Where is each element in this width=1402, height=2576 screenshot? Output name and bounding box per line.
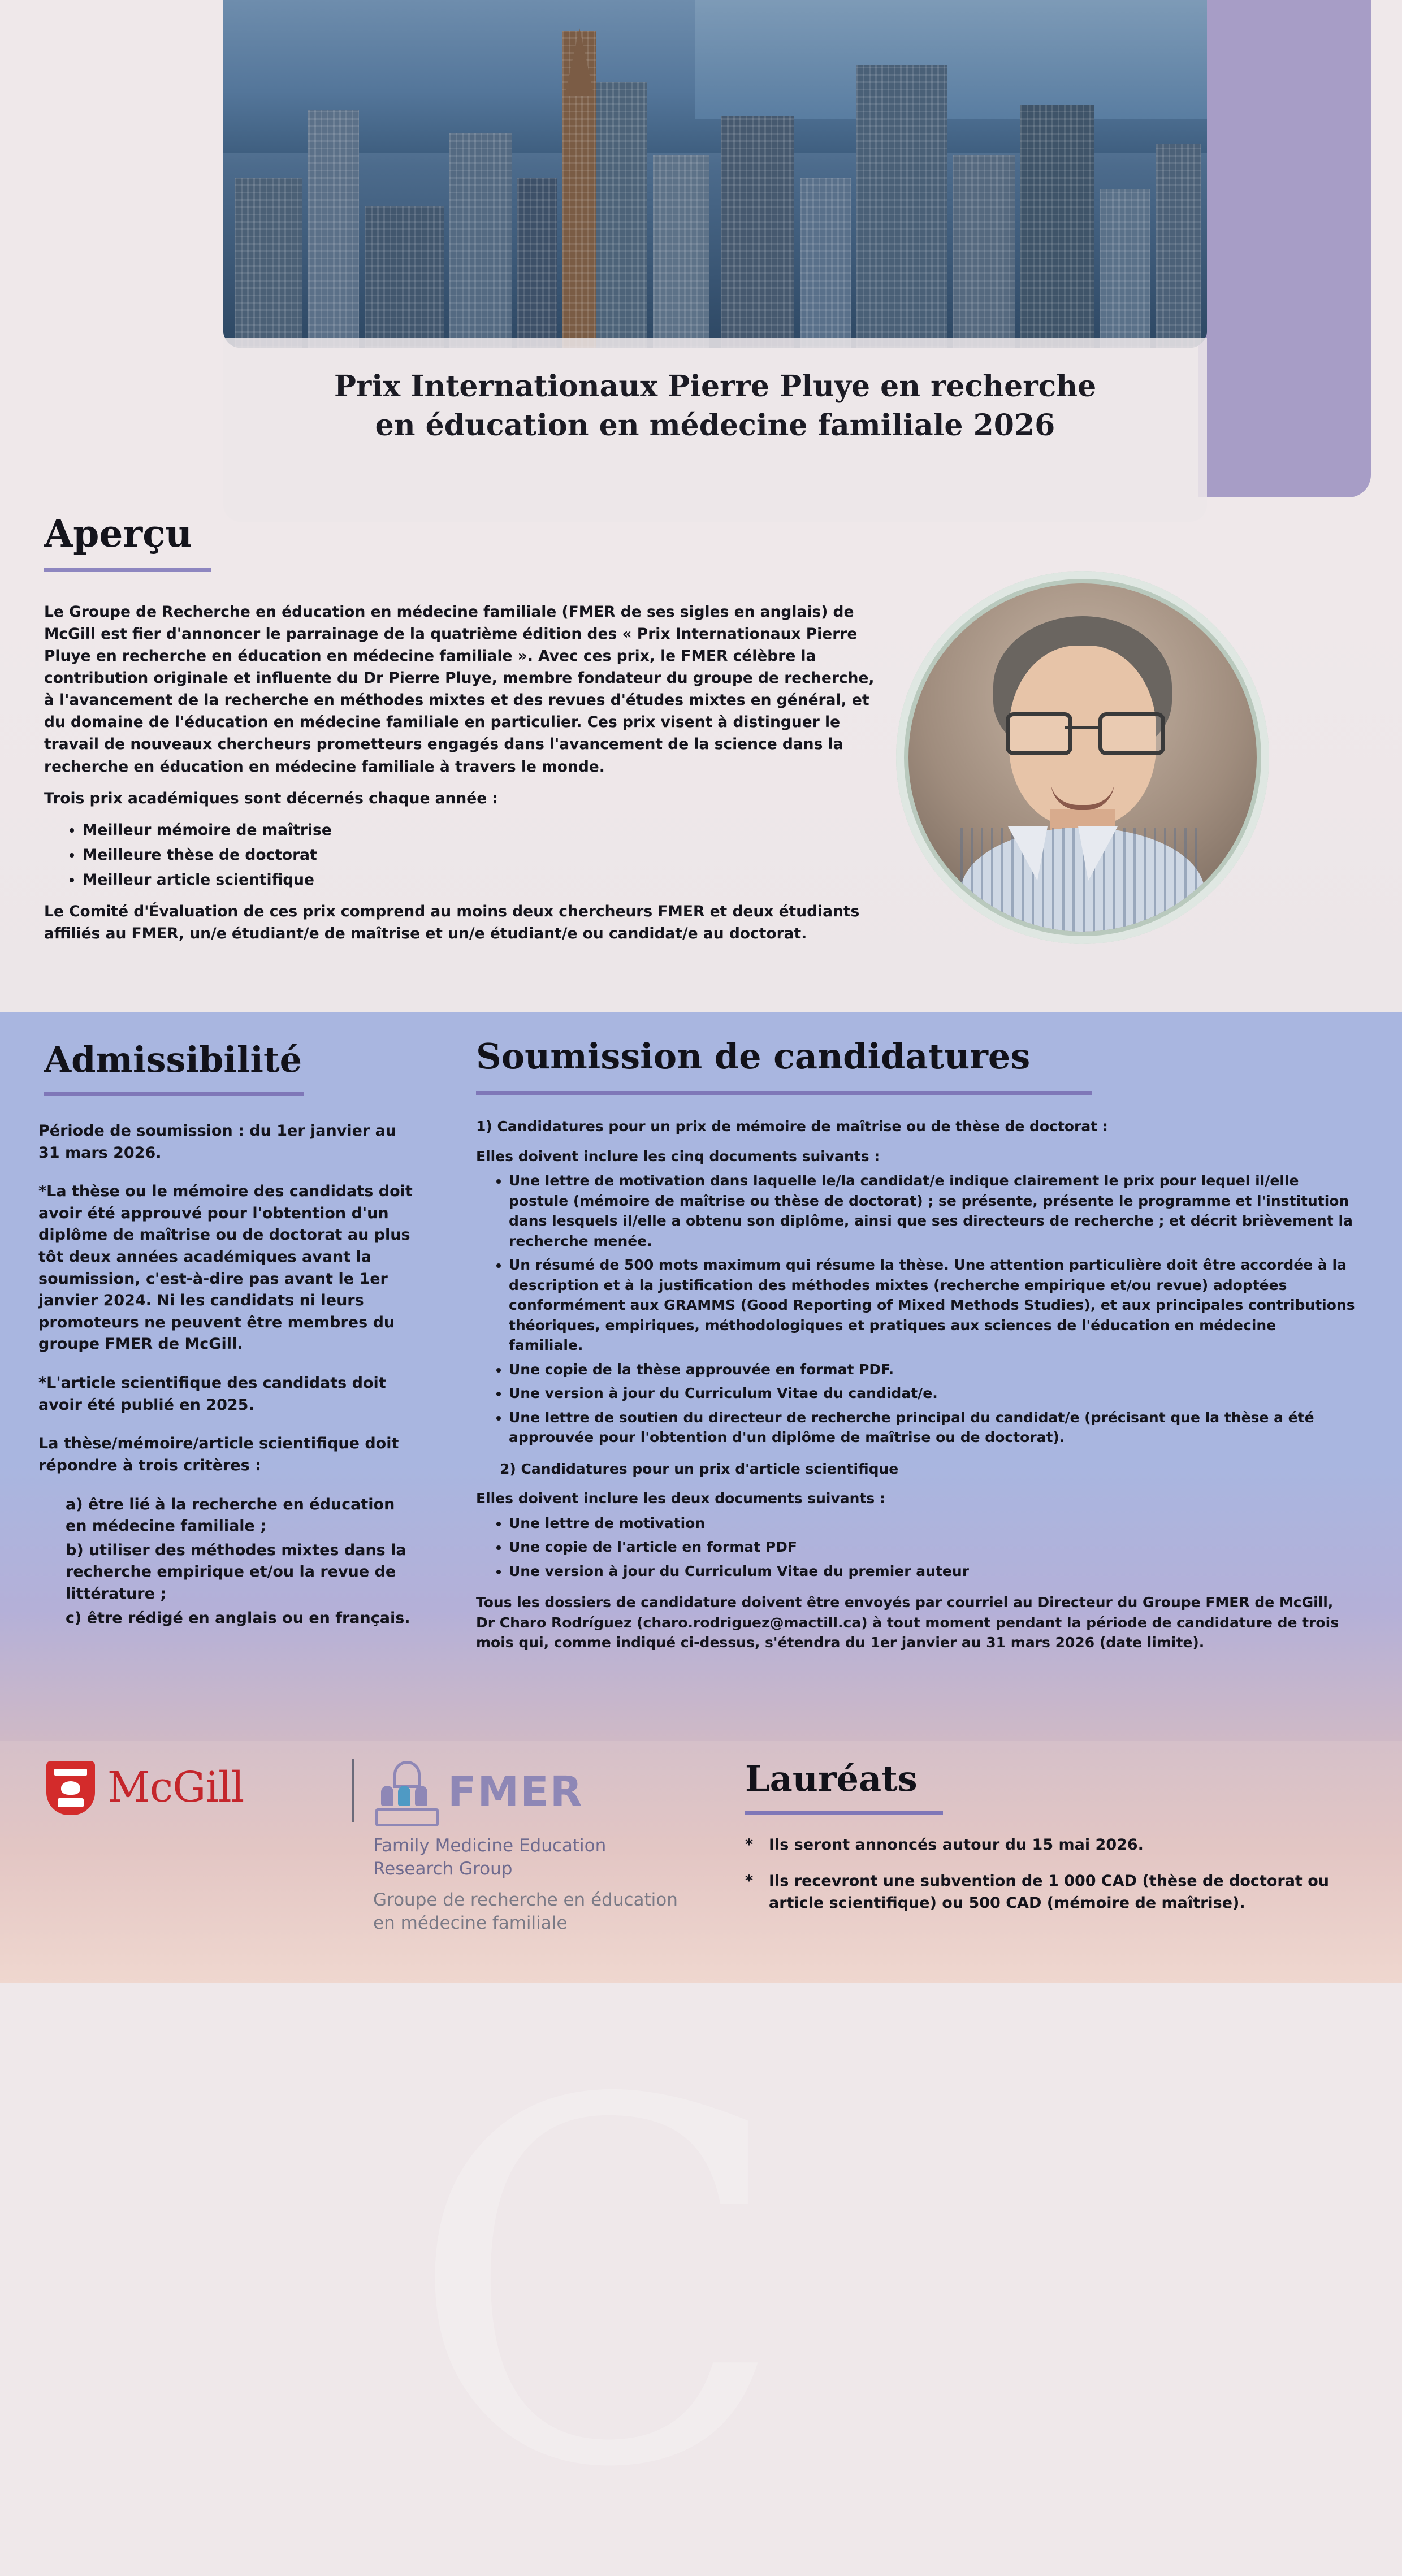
bullet-star-icon: * <box>745 1872 754 1890</box>
laureats-item-text: Ils seront annoncés autour du 15 mai 2026. <box>769 1836 1144 1854</box>
admissibilite-paragraph-1: Période de soumission : du 1er janvier au 31 mars 2026. <box>38 1122 397 1162</box>
laureats-item <box>745 1871 1350 1914</box>
list-item: b) utiliser des méthodes mixtes dans la recherche empirique et/ou la revue de littérature ; <box>66 1541 406 1603</box>
fmer-wordmark: FMER <box>448 1768 583 1816</box>
admissibilite-body <box>38 1120 417 1631</box>
accent-block <box>1198 0 1371 497</box>
soumission-paragraph-2: Elles doivent inclure les cinq documents suivants : <box>476 1148 880 1164</box>
apercu-paragraph-2: Trois prix académiques sont décernés chaque année : <box>44 789 499 807</box>
admissibilite-heading: Admissibilité <box>44 1039 302 1080</box>
admissibilite-paragraph-4: La thèse/mémoire/article scientifique doit répondre à trois critères : <box>38 1435 399 1474</box>
hero-section <box>0 0 1402 1012</box>
soumission-heading: Soumission de candidatures <box>476 1036 1031 1077</box>
apercu-award-list <box>44 819 889 891</box>
laureats-heading: Lauréats <box>745 1758 918 1799</box>
list-item: • Une version à jour du Curriculum Vitae du premier auteur <box>509 1561 1355 1582</box>
soumission-documents-list-1 <box>476 1171 1355 1448</box>
laureats-heading-rule <box>745 1811 943 1815</box>
fmer-subtitle-line4: en médecine familiale <box>373 1912 568 1933</box>
fmer-subtitle-line2: Research Group <box>373 1858 513 1879</box>
list-item: • Une copie de la thèse approuvée en format PDF. <box>509 1360 1355 1380</box>
apercu-paragraph-1: Le Groupe de Recherche en éducation en médecine familiale (FMER de ses sigles en anglais) de McGill est fier d'annoncer le parrainage de la quatrième édition des « Prix Internationaux Pierre Pluye en recherche en éducation en médecine familiale ». Avec ces prix, le FMER célèbre la contribution originale et influente du Dr Pierre Pluye, membre fondateur du groupe de recherche, à l'avancement de la recherche en méthodes mixtes et des revues d'études mixtes en général, et du domaine de l'éducation en médecine familiale en particulier. Ces prix visent à distinguer le travail de nouveaux chercheurs prometteurs engagés dans l'avancement de la science dans la recherche en éducation en médecine familiale à travers le monde. <box>44 603 875 776</box>
list-item: • Une copie de l'article en format PDF <box>509 1537 1355 1557</box>
soumission-paragraph-1: 1) Candidatures pour un prix de mémoire de maîtrise ou de thèse de doctorat : <box>476 1118 1108 1135</box>
admissibilite-paragraph-2: *La thèse ou le mémoire des candidats doit avoir été approuvé pour l'obtention d'un diplôme de maîtrise ou de doctorat au plus tôt deux années académiques avant la soumission, c'est-à-dire pas avant le 1er janvier 2024. Ni les candidats ni leurs promoteurs ne peuvent être membres du groupe FMER de McGill. <box>38 1183 413 1353</box>
apercu-heading-rule <box>44 568 211 572</box>
list-item: • Meilleur article scientifique <box>83 869 889 891</box>
admissibilite-heading-rule <box>44 1092 304 1096</box>
page-title-line1: Prix Internationaux Pierre Pluye en recherche <box>334 369 1097 404</box>
admissibilite-paragraph-3: *L'article scientifique des candidats doit avoir été publié en 2025. <box>38 1374 386 1414</box>
logo-divider <box>352 1759 354 1822</box>
water-band-far <box>695 0 1207 119</box>
laureats-body <box>745 1834 1350 1929</box>
list-item: • Meilleure thèse de doctorat <box>83 844 889 866</box>
portrait-image <box>908 583 1257 932</box>
list-item: c) être rédigé en anglais ou en français. <box>66 1609 410 1627</box>
mcgill-shield-icon <box>46 1761 95 1815</box>
soumission-documents-list-2 <box>476 1513 1355 1582</box>
watermark-letter: C <box>407 1997 788 2576</box>
mcgill-wordmark: McGill <box>107 1763 244 1812</box>
soumission-heading-rule <box>476 1091 1092 1095</box>
apercu-heading: Aperçu <box>44 512 193 556</box>
list-item: • Une lettre de motivation dans laquelle le/la candidat/e indique clairement le prix pour lequel il/elle postule (mémoire de maîtrise ou thèse de doctorat) ; se présente, présente le programme et l'institution dans lesquels il/elle a obtenu son diplôme, ainsi que ses directeurs de recherche ; et décrit brièvement la recherche menée. <box>509 1171 1355 1251</box>
list-item: • Une lettre de soutien du directeur de recherche principal du candidat/e (précisant que la thèse a été approuvée pour l'obtention d'un diplôme de maîtrise ou de doctorat). <box>509 1408 1355 1448</box>
fmer-subtitle-line3: Groupe de recherche en éducation <box>373 1889 678 1910</box>
admissibilite-criteria-list <box>38 1494 417 1630</box>
apercu-paragraph-3: Le Comité d'Évaluation de ces prix comprend au moins deux chercheurs FMER et deux étudiants affiliés au FMER, un/e étudiant/e de maîtrise et un/e étudiant/e ou candidat/e au doctorat. <box>44 902 860 943</box>
list-item: • Un résumé de 500 mots maximum qui résume la thèse. Une attention particulière doit être accordée à la description et à la justification des méthodes mixtes (recherche empirique et/ou revue) adoptées conformément aux GRAMMS (Good Reporting of Mixed Methods Studies), et aux principales contributions théoriques, empiriques, méthodologiques et pratiques aux sciences de l'éducation en médecine familiale. <box>509 1255 1355 1356</box>
page-title-line2: en éducation en médecine familiale 2026 <box>375 408 1055 443</box>
hero-photo <box>223 0 1207 348</box>
list-item: • Une version à jour du Curriculum Vitae du candidat/e. <box>509 1383 1355 1404</box>
fmer-logo-icon <box>373 1761 435 1822</box>
avatar <box>896 571 1269 944</box>
bullet-star-icon: * <box>745 1836 754 1854</box>
list-item: • Meilleur mémoire de maîtrise <box>83 819 889 841</box>
laureats-item-text: Ils recevront une subvention de 1 000 CAD (thèse de doctorat ou article scientifique) ou 500 CAD (mémoire de maîtrise). <box>769 1872 1330 1912</box>
soumission-paragraph-5: Tous les dossiers de candidature doivent être envoyés par courriel au Directeur du Groupe FMER de McGill, Dr Charo Rodríguez (charo.rodriguez@mactill.ca) à tout moment pendant la période de candidature de trois mois qui, comme indiqué ci-dessus, s'étendra du 1er janvier au 31 mars 2026 (date limite). <box>476 1594 1339 1651</box>
soumission-paragraph-4: Elles doivent inclure les deux documents suivants : <box>476 1490 885 1506</box>
apercu-body <box>44 601 889 954</box>
page-title <box>223 367 1207 445</box>
laureats-item <box>745 1834 1350 1856</box>
list-item: • Une lettre de motivation <box>509 1513 1355 1534</box>
soumission-body <box>476 1116 1355 1663</box>
fmer-subtitle-line1: Family Medicine Education <box>373 1835 607 1856</box>
soumission-paragraph-3: 2) Candidatures pour un prix d'article scientifique <box>500 1460 899 1477</box>
list-item: a) être lié à la recherche en éducation en médecine familiale ; <box>66 1495 395 1535</box>
